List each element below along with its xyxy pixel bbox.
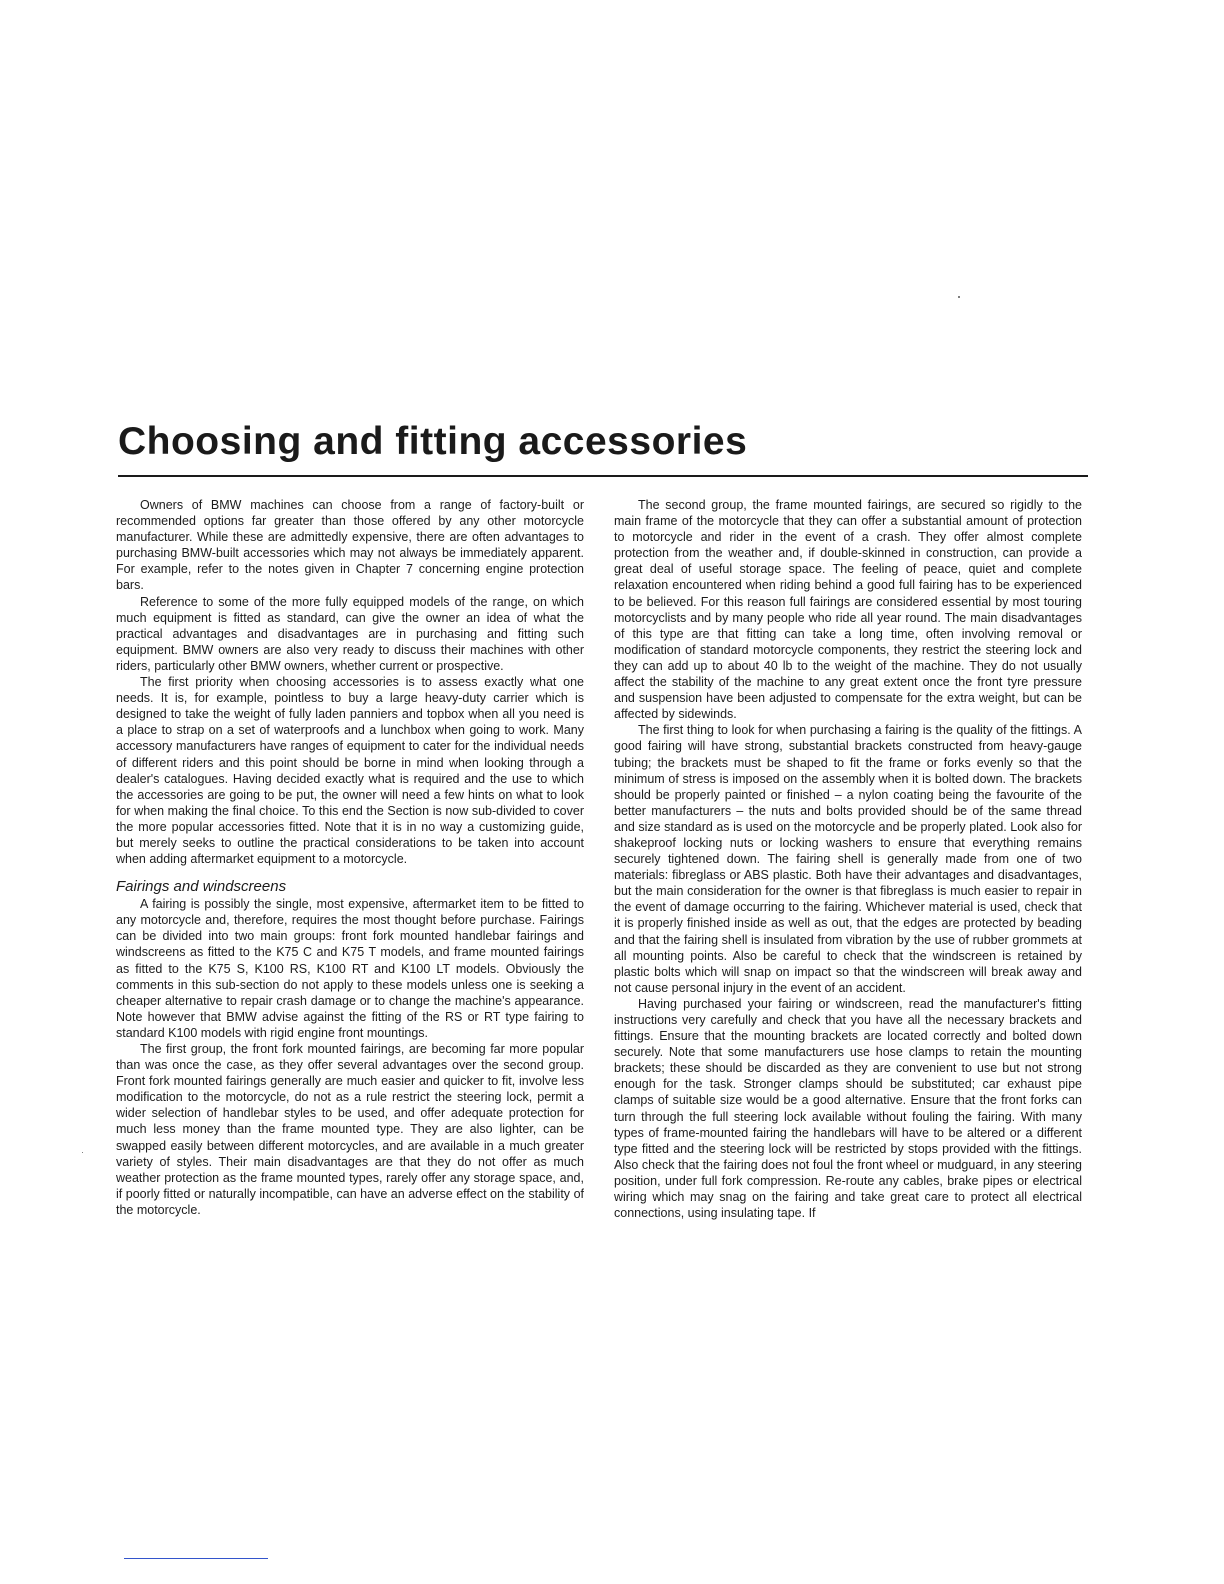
body-paragraph: Having purchased your fairing or windscreen, read the manufacturer's fitting instructions very carefully and check that you have all the necessary brackets and fittings. Ensure that the mounting brackets are located correctly and bolted down securely. Note that some manufacturers use hose clamps to retain the mounting brackets; these should be discarded as they are convenient to use but not strong enough for the task. Stronger clamps should be substituted; car exhaust pipe clamps of suitable size would be a good alternative. Ensure that the front forks can turn through the full steering lock available without fouling the fairing. With many types of frame-mounted fairing the handlebars will have to be altered or a different type fitted and the steering lock will be restricted by stops provided with the fittings. Also check that the fairing does not foul the front wheel or mudguard, in any steering position, under full fork compression. Re-route any cables, brake pipes or electrical wiring which may snag on the fairing and take great care to protect all electrical connections, using insulating tape. If [614, 996, 1082, 1221]
page-title: Choosing and fitting accessories [118, 420, 748, 463]
body-paragraph: The second group, the frame mounted fairings, are secured so rigidly to the main frame of the motorcycle that they can offer a substantial amount of protection to motorcycle and rider in the event of a crash. They offer almost complete protection from the weather and, if double-skinned in construction, can provide a great deal of useful storage space. The feeling of peace, quiet and complete relaxation encountered when riding behind a good full fairing has to be experienced to be believed. For this reason full fairings are considered essential by most touring motorcyclists and by many people who ride all year round. The main disadvantages of this type are that fitting can take a long time, often involving removal or modification of standard motorcycle components, they restrict the steering lock and they can add up to about 40 lb to the weight of the machine. They do not usually affect the stability of the machine to any great extent once the front tyre pressure and suspension have been adjusted to compensate for the extra weight, but can be affected by sidewinds. [614, 498, 1082, 722]
body-paragraph: The first thing to look for when purchasing a fairing is the quality of the fittings. A good fairing will have strong, substantial brackets constructed from heavy-gauge tubing; the brackets must be shaped to fit the frame or forks evenly so that the minimum of stress is imposed on the assembly when it is bolted down. The brackets should be properly painted or finished – a nylon coating being the favourite of the better manufacturers – the nuts and bolts provided should be of the same thread and size standard as is used on the motorcycle and be properly plated. Look also for shakeproof locking nuts or locking washers to ensure that everything remains securely tightened down. The fairing shell is generally made from one of two materials: fibreglass or ABS plastic. Both have their advantages and disadvantages, but the main consideration for the owner is that fibreglass is much easier to repair in the event of damage occurring to the fairing. Whichever material is used, check that it is properly finished inside as well as out, that the edges are protected by beading and that the fairing shell is insulated from vibration by the use of rubber grommets at all mounting points. Also be careful to check that the windscreen is retained by plastic bolts which will snap on impact so that the windscreen will break away and not cause personal injury in the event of an accident. [614, 723, 1082, 995]
intro-paragraph: The first priority when choosing accessories is to assess exactly what one needs. It is, for example, pointless to buy a large heavy-duty carrier which is designed to take the weight of fully laden panniers and topbox when all you need is a place to strap on a set of waterproofs and a lunchbox when going to work. Many accessory manufacturers have ranges of equipment to cater for the individual needs of different riders and this point should be borne in mind when looking through a dealer's catalogues. Having decided exactly what is required and the use to which the accessories are going to be put, the owner will need a few hints on what to look for when making the final choice. To this end the Section is now sub-divided to cover the more popular accessories fitted. Note that it is in no way a customizing guide, but merely seeks to outline the practical considerations to be taken into account when adding aftermarket equipment to a motorcycle. [116, 675, 584, 867]
section-heading-fairings: Fairings and windscreens [116, 878, 287, 896]
intro-paragraph: Owners of BMW machines can choose from a range of factory-built or recommended options far greater than those offered by any other motorcycle manufacturer. While these are admittedly expensive, there are often advantages to purchasing BMW-built accessories which may not always be immediately apparent. For example, refer to the notes given in Chapter 7 concerning engine protection bars. [116, 498, 584, 593]
scan-speck [958, 296, 960, 298]
title-underline [118, 475, 1088, 477]
scan-speck [82, 1152, 83, 1153]
section-paragraph: A fairing is possibly the single, most expensive, aftermarket item to be fitted to any motorcycle and, therefore, requires the most thought before purchase. Fairings can be divided into two main groups: front fork mounted handlebar fairings and windscreens as fitted to the K75 C and K75 T models, and frame mounted fairings as fitted to the K75 S, K100 RS, K100 RT and K100 LT models. Obviously the comments in this sub-section do not apply to these models unless one is seeking a cheaper alternative to repair crash damage or to change the machine's appearance. Note however that BMW advise against the fitting of the RS or RT type fairing to standard K100 models with rigid engine front mountings. [116, 897, 584, 1040]
footer-rule [124, 1558, 268, 1559]
section-paragraph: The first group, the front fork mounted fairings, are becoming far more popular than was once the case, as they offer several advantages over the second group. Front fork mounted fairings generally are much easier and quicker to fit, involve less modification to the motorcycle, do not as a rule restrict the steering lock, permit a wider selection of handlebar styles to be used, and offer adequate protection for much less money than the frame mounted type. They are also lighter, can be swapped easily between different motorcycles, and are available in a much greater variety of styles. Their main disadvantages are that they do not offer as much weather protection as the frame mounted types, rarely offer any storage space, and, if poorly fitted or naturally incompatible, can have an adverse effect on the stability of the motorcycle. [116, 1042, 584, 1217]
intro-paragraph: Reference to some of the more fully equipped models of the range, on which much equipment is fitted as standard, can give the owner an idea of what the practical advantages and disadvantages are in purchasing and fitting such equipment. BMW owners are also very ready to discuss their machines with other riders, particularly other BMW owners, whether current or prospective. [116, 594, 584, 673]
right-column [614, 497, 1082, 1221]
left-column [116, 497, 584, 1218]
